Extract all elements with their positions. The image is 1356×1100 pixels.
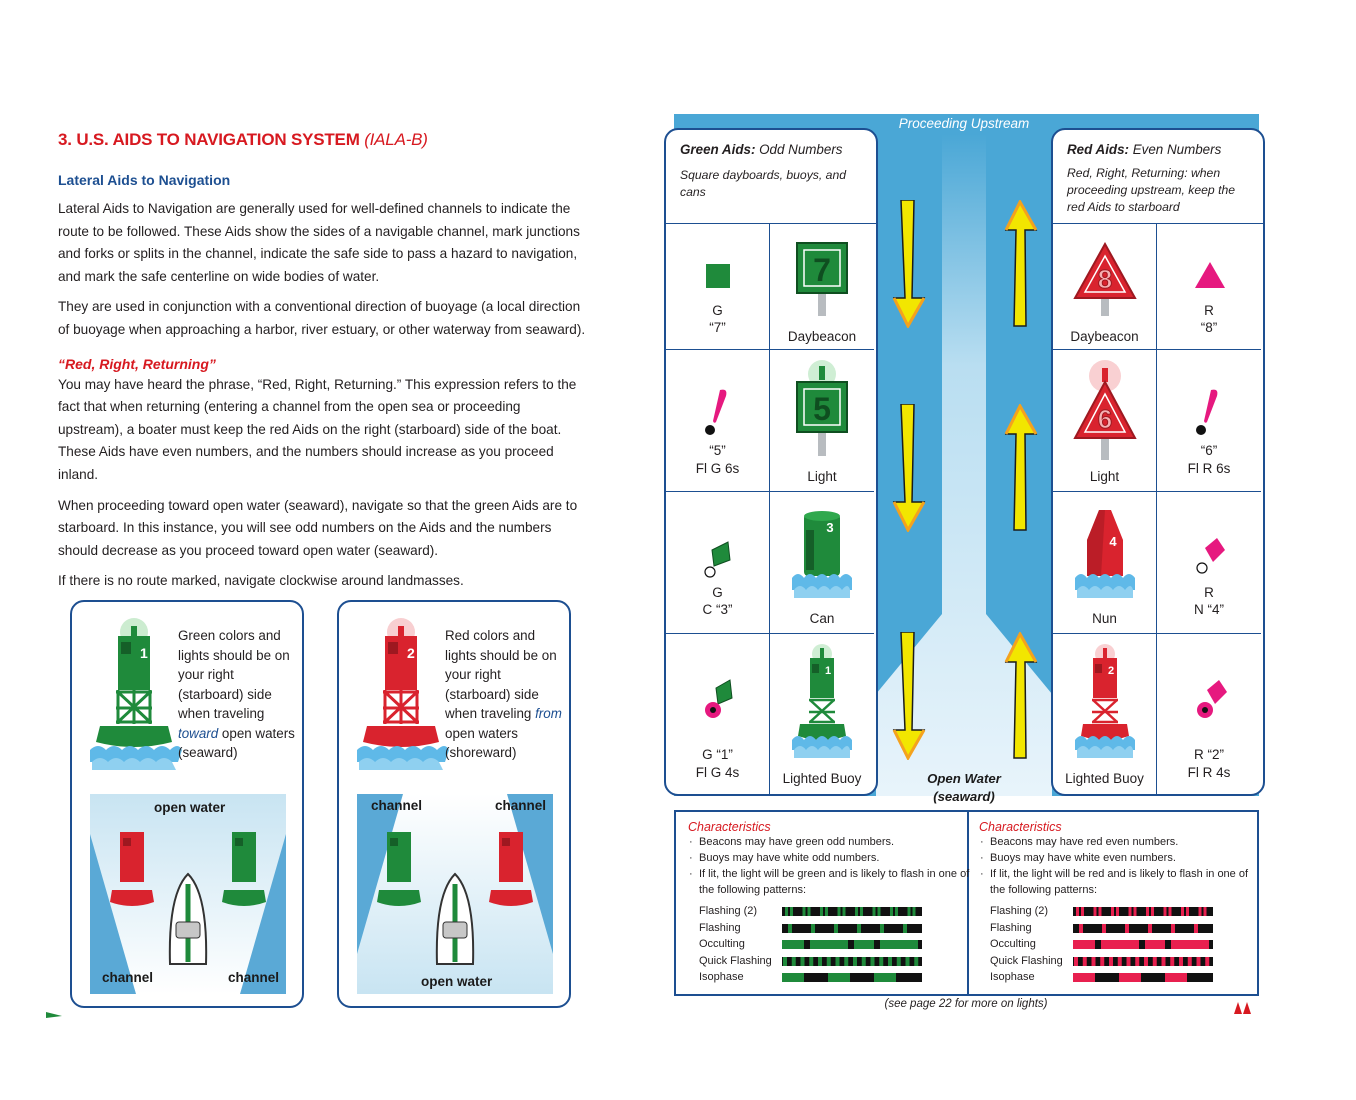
- red-buoy-number: 2: [407, 645, 415, 661]
- paragraph-5: If there is no route marked, navigate clockwise around landmasses.: [58, 573, 464, 589]
- upstream-banner-text: Proceeding Upstream: [898, 116, 1030, 131]
- pattern-light-phase: [853, 957, 857, 966]
- scene-label-channel-left: channel: [102, 970, 154, 985]
- red-nun-cell: [1053, 492, 1157, 634]
- green-aids-header: [666, 130, 876, 224]
- pattern-dark-phase: [782, 924, 922, 933]
- green-aids-title: Green Aids:: [680, 142, 756, 157]
- pattern-name: Flashing: [699, 921, 741, 934]
- pattern-light-phase: [862, 957, 866, 966]
- green-light-number: 5: [813, 391, 831, 427]
- chart-label-line2: “8”: [1200, 320, 1218, 335]
- open-water-label: [894, 770, 1034, 806]
- occulting-pattern-bar: [782, 940, 922, 949]
- up-arrow-icon: [1004, 200, 1038, 328]
- chart-label-line2: C “3”: [702, 602, 733, 617]
- red-lighted-buoy-cell: [1053, 634, 1157, 796]
- paragraph-2: They are used in conjunction with a conventional direction of buoyage (a local direction of buoyage when approaching a harbor, river estuary, or other waterway from seaward).: [58, 299, 586, 337]
- chart-label-line1: R “2”: [1194, 747, 1224, 762]
- chart-label-line1: “5”: [709, 443, 726, 458]
- open-water-label-1: Open Water: [927, 771, 1001, 786]
- pattern-name: Quick Flashing: [990, 954, 1063, 967]
- red-light-beacon-icon: [1073, 360, 1137, 460]
- pattern-name: Isophase: [990, 971, 1035, 983]
- pattern-light-phase: [843, 907, 846, 916]
- pattern-light-phase: [782, 973, 804, 982]
- pattern-light-phase: [808, 907, 811, 916]
- pattern-light-phase: [790, 907, 793, 916]
- chart-label-line1: “6”: [1200, 443, 1218, 458]
- green-light-patterns: [688, 904, 970, 987]
- pattern-name: Isophase: [699, 971, 744, 983]
- pattern-name: Flashing (2): [699, 905, 758, 917]
- green-chart-symbol-light: [666, 350, 770, 492]
- characteristic-bullet: · If lit, the light will be green and is likely to flash in one of the following patterns:: [688, 866, 970, 898]
- pattern-name: Flashing: [990, 921, 1032, 934]
- pattern-light-phase: [838, 907, 841, 916]
- chart-label-line2: N “4”: [1194, 602, 1224, 617]
- chart-label-line1: R: [1204, 585, 1214, 600]
- red-aids-title-rest: Even Numbers: [1129, 142, 1222, 157]
- pattern-light-phase: [792, 957, 796, 966]
- red-chart-symbol-nun: [1157, 492, 1261, 634]
- flashing-pattern-bar: [782, 924, 922, 933]
- green-daybeacon-number: 7: [813, 252, 831, 288]
- pattern-light-phase: [1162, 957, 1166, 966]
- green-chart-symbol-daybeacon: [666, 224, 770, 350]
- pattern-row: [688, 921, 970, 938]
- pattern-light-phase: [888, 957, 892, 966]
- pattern-row: [688, 970, 970, 987]
- paragraph-4: When proceeding toward open water (seaward), navigate so that the green Aids are to starboard. In this instance, you will see odd numbers on the Aids and the numbers should decrease as you proceed toward open water (seaward).: [58, 497, 578, 558]
- up-arrow-icon: [1004, 632, 1038, 760]
- green-can-symbol-icon: [704, 540, 734, 582]
- page-corner-mark-icon: [1234, 1002, 1252, 1014]
- chart-label-line1: R: [1204, 303, 1214, 318]
- pattern-light-phase: [1165, 973, 1187, 982]
- green-channel-scene: [90, 794, 286, 994]
- red-chart-symbol-lighted-buoy: [1157, 634, 1261, 796]
- pattern-light-phase: [1146, 907, 1149, 916]
- red-daybeacon-number: 8: [1097, 264, 1113, 294]
- green-aids-panel: [664, 128, 878, 796]
- pattern-row: [688, 954, 970, 971]
- aid-name-label: Lighted Buoy: [782, 771, 862, 786]
- scene-label-channel-right: channel: [228, 970, 280, 985]
- pattern-name: Quick Flashing: [699, 954, 772, 967]
- pattern-light-phase: [1135, 957, 1139, 966]
- red-card-text: [445, 626, 569, 763]
- paragraph-3: You may have heard the phrase, “Red, Right, Returning.” This expression refers to the fact that when returning (entering a channel from the open sea or proceeding upstream), a boater must keep the red Aids on the right (starboard) side of the boat. These Aids have even numbers, and the numbers should increase as you proceed inland.: [58, 376, 577, 482]
- pattern-light-phase: [1170, 957, 1174, 966]
- aid-name-label: Light: [1089, 469, 1120, 484]
- green-daybeacon-cell: [770, 224, 874, 350]
- green-light-flare-symbol-icon: [704, 388, 730, 438]
- pattern-light-phase: [820, 907, 823, 916]
- red-characteristics: [979, 820, 1261, 987]
- green-characteristics: [688, 820, 970, 987]
- pattern-row: [979, 904, 1261, 921]
- pattern-light-phase: [1116, 907, 1119, 916]
- section-number: 3.: [58, 130, 72, 149]
- pattern-light-phase: [1134, 907, 1137, 916]
- chart-label-line1: G: [712, 585, 723, 600]
- red-card-text-b: open waters (shoreward): [445, 725, 518, 760]
- red-lighted-buoy-icon: [353, 612, 449, 782]
- section-title-text: U.S. AIDS TO NAVIGATION SYSTEM: [76, 130, 360, 149]
- pattern-light-phase: [1074, 957, 1078, 966]
- scene-label-channel-right: channel: [495, 798, 547, 813]
- pattern-light-phase: [871, 957, 875, 966]
- pattern-light-phase: [1102, 924, 1106, 933]
- green-lighted-buoy-number: 1: [824, 665, 832, 677]
- red-nun-buoy-icon: [1075, 506, 1135, 604]
- pattern-light-phase: [855, 907, 858, 916]
- pattern-light-phase: [818, 957, 822, 966]
- scene-label-channel-left: channel: [371, 798, 423, 813]
- pattern-light-phase: [1151, 907, 1154, 916]
- red-lighted-buoy-icon: [1075, 642, 1135, 764]
- green-light-beacon-icon: [794, 360, 850, 456]
- chart-label-line2: Fl G 4s: [695, 765, 740, 780]
- red-nun-number: 4: [1109, 534, 1117, 549]
- pattern-light-phase: [1073, 973, 1095, 982]
- quick-flashing-pattern-bar: [1073, 957, 1213, 966]
- pattern-light-phase: [825, 907, 828, 916]
- pattern-light-phase: [844, 957, 848, 966]
- pattern-light-phase: [1081, 907, 1084, 916]
- pattern-light-phase: [782, 940, 804, 949]
- green-aids-title-rest: Odd Numbers: [755, 142, 843, 157]
- pattern-light-phase: [1109, 957, 1113, 966]
- pattern-light-phase: [1119, 973, 1141, 982]
- green-buoy-number: 1: [140, 645, 148, 661]
- occulting-pattern-bar: [1073, 940, 1213, 949]
- pattern-light-phase: [1171, 924, 1175, 933]
- green-buoy-card: [70, 600, 304, 1008]
- aid-name-label: Nun: [1092, 611, 1117, 626]
- green-can-buoy-icon: [792, 508, 852, 604]
- green-aids-subtitle: Square dayboards, buoys, and cans: [680, 168, 847, 199]
- pattern-light-phase: [803, 907, 806, 916]
- chart-label-line2: “7”: [709, 320, 726, 335]
- pattern-name: Occulting: [699, 938, 745, 950]
- flashing-2-pattern-bar: [1073, 907, 1213, 916]
- red-aids-subtitle: Red, Right, Returning: when proceeding upstream, keep the red Aids to starboard: [1067, 166, 1236, 214]
- pattern-row: [979, 954, 1261, 971]
- characteristic-bullet: · Buoys may have white odd numbers.: [688, 850, 970, 866]
- green-daybeacon-icon: [796, 242, 848, 316]
- characteristics-title: Characteristics: [688, 820, 771, 834]
- green-chart-symbol-lighted-buoy: [666, 634, 770, 796]
- pattern-light-phase: [1127, 957, 1131, 966]
- characteristic-bullet: · Beacons may have green odd numbers.: [688, 834, 970, 850]
- pattern-light-phase: [1099, 907, 1102, 916]
- isophase-pattern-bar: [1073, 973, 1213, 982]
- chart-label-line2: Fl R 6s: [1187, 461, 1231, 476]
- pattern-light-phase: [880, 940, 918, 949]
- chart-label-line1: G: [712, 303, 723, 318]
- left-page: [58, 130, 588, 593]
- red-aids-header: [1053, 130, 1263, 224]
- pattern-light-phase: [827, 957, 831, 966]
- characteristics-box: [674, 810, 1259, 996]
- green-light-cell: [770, 350, 874, 492]
- pattern-light-phase: [1145, 940, 1165, 949]
- pattern-row: [979, 921, 1261, 938]
- section-title: [58, 130, 588, 150]
- pattern-light-phase: [880, 924, 884, 933]
- pattern-light-phase: [1144, 957, 1148, 966]
- pattern-light-phase: [897, 957, 901, 966]
- rrr-heading: “Red, Right, Returning”: [58, 355, 216, 372]
- scene-label-open-water: open water: [421, 974, 493, 989]
- aid-name-label: Daybeacon: [787, 329, 857, 344]
- pattern-light-phase: [810, 940, 848, 949]
- pattern-light-phase: [834, 924, 838, 933]
- characteristic-bullet: · Beacons may have red even numbers.: [979, 834, 1261, 850]
- green-chart-symbol-can: [666, 492, 770, 634]
- pattern-light-phase: [857, 924, 861, 933]
- chart-label-line2: Fl G 6s: [695, 461, 740, 476]
- isophase-pattern-bar: [782, 973, 922, 982]
- chart-label-line1: G “1”: [702, 747, 733, 762]
- pattern-light-phase: [1094, 907, 1097, 916]
- red-light-cell: [1053, 350, 1157, 492]
- pattern-light-phase: [890, 907, 893, 916]
- green-card-text: [178, 626, 302, 763]
- down-arrow-icon: [892, 200, 926, 328]
- pattern-light-phase: [801, 957, 805, 966]
- red-triangle-symbol-icon: [1195, 262, 1225, 288]
- red-buoy-card: [337, 600, 571, 1008]
- pattern-light-phase: [860, 907, 863, 916]
- pattern-light-phase: [1092, 957, 1096, 966]
- red-lighted-buoy-number: 2: [1107, 665, 1115, 677]
- green-lighted-buoy-icon: [86, 612, 182, 782]
- red-lighted-buoy-symbol-icon: [1195, 678, 1229, 726]
- pattern-light-phase: [811, 924, 815, 933]
- aid-name-label: Daybeacon: [1070, 329, 1139, 344]
- pattern-light-phase: [1101, 940, 1139, 949]
- pattern-light-phase: [1148, 924, 1152, 933]
- footnote: (see page 22 for more on lights): [884, 998, 1048, 1010]
- pattern-light-phase: [1073, 940, 1095, 949]
- pattern-name: Occulting: [990, 938, 1036, 950]
- pattern-light-phase: [873, 907, 876, 916]
- red-light-number: 6: [1097, 404, 1113, 434]
- characteristic-bullet: · Buoys may have white even numbers.: [979, 850, 1261, 866]
- pattern-light-phase: [908, 907, 911, 916]
- pattern-row: [688, 937, 970, 954]
- pattern-light-phase: [1164, 907, 1167, 916]
- pattern-light-phase: [914, 957, 918, 966]
- pattern-light-phase: [785, 907, 788, 916]
- green-can-cell: [770, 492, 874, 634]
- paragraph-1: Lateral Aids to Navigation are generally used for well-defined channels to indicate the route to be followed. These Aids show the sides of a navigable channel, mark junctions and forks or splits in the channel, indicate the safe side to pass a hazard to navigation, and mark the safe centerline on wide bodies of water.: [58, 201, 580, 284]
- pattern-light-phase: [1076, 907, 1079, 916]
- red-aids-title: Red Aids:: [1067, 142, 1129, 157]
- pattern-row: [979, 937, 1261, 954]
- pattern-light-phase: [906, 957, 910, 966]
- pattern-light-phase: [1153, 957, 1157, 966]
- pattern-light-phase: [836, 957, 840, 966]
- red-card-text-a: Red colors and lights should be on your right (starboard) side when traveling: [445, 628, 557, 721]
- characteristic-bullet: · If lit, the light will be red and is likely to flash in one of the following patterns:: [979, 866, 1261, 898]
- pattern-light-phase: [1204, 907, 1207, 916]
- red-channel-scene: [357, 794, 553, 994]
- aid-name-label: Can: [809, 611, 835, 626]
- pattern-light-phase: [788, 924, 792, 933]
- pattern-light-phase: [783, 957, 787, 966]
- quick-flashing-pattern-bar: [782, 957, 922, 966]
- pattern-light-phase: [1118, 957, 1122, 966]
- pattern-light-phase: [854, 940, 874, 949]
- pattern-light-phase: [1083, 957, 1087, 966]
- red-chart-symbol-daybeacon: [1157, 224, 1261, 350]
- pattern-light-phase: [895, 907, 898, 916]
- open-water-label-2: (seaward): [933, 789, 995, 804]
- pattern-light-phase: [1197, 957, 1201, 966]
- subheading: Lateral Aids to Navigation: [58, 172, 231, 188]
- characteristics-title: Characteristics: [979, 820, 1062, 834]
- pattern-light-phase: [1129, 907, 1132, 916]
- chart-label-line2: Fl R 4s: [1187, 765, 1231, 780]
- green-lighted-buoy-symbol-icon: [704, 678, 736, 726]
- green-lighted-buoy-cell: [770, 634, 874, 796]
- red-daybeacon-icon: [1073, 242, 1137, 316]
- green-can-number: 3: [826, 520, 834, 535]
- red-daybeacon-cell: [1053, 224, 1157, 350]
- pattern-light-phase: [809, 957, 813, 966]
- green-square-symbol-icon: [706, 264, 730, 288]
- aid-name-label: Lighted Buoy: [1065, 771, 1144, 786]
- pattern-light-phase: [1205, 957, 1209, 966]
- red-chart-symbol-light: [1157, 350, 1261, 492]
- down-arrow-icon: [892, 404, 926, 532]
- down-arrow-icon: [892, 632, 926, 760]
- pattern-light-phase: [1199, 907, 1202, 916]
- page-corner-mark-icon: [46, 1012, 62, 1018]
- pattern-light-phase: [1179, 957, 1183, 966]
- pattern-light-phase: [878, 907, 881, 916]
- up-arrow-icon: [1004, 404, 1038, 532]
- green-card-text-b: open waters (seaward): [178, 725, 295, 760]
- section-title-suffix: (IALA-B): [364, 130, 428, 149]
- aid-name-label: Light: [807, 469, 837, 484]
- green-card-text-em: toward: [178, 725, 219, 741]
- right-page: [664, 114, 1266, 996]
- pattern-light-phase: [1186, 907, 1189, 916]
- pattern-row: [688, 904, 970, 921]
- pattern-light-phase: [828, 973, 850, 982]
- red-card-text-em: from: [535, 706, 562, 721]
- pattern-name: Flashing (2): [990, 905, 1049, 917]
- pattern-light-phase: [1100, 957, 1104, 966]
- pattern-row: [979, 970, 1261, 987]
- pattern-light-phase: [874, 973, 896, 982]
- pattern-light-phase: [1181, 907, 1184, 916]
- green-card-text-a: Green colors and lights should be on your right (starboard) side when traveling: [178, 628, 290, 721]
- red-light-patterns: [979, 904, 1261, 987]
- pattern-light-phase: [1079, 924, 1083, 933]
- pattern-light-phase: [1194, 924, 1198, 933]
- pattern-light-phase: [1111, 907, 1114, 916]
- red-aids-panel: [1051, 128, 1265, 796]
- flashing-2-pattern-bar: [782, 907, 922, 916]
- pattern-light-phase: [879, 957, 883, 966]
- red-nun-symbol-icon: [1195, 536, 1227, 578]
- pattern-light-phase: [1169, 907, 1172, 916]
- flashing-pattern-bar: [1073, 924, 1213, 933]
- pattern-light-phase: [913, 907, 916, 916]
- pattern-light-phase: [903, 924, 907, 933]
- pattern-light-phase: [1171, 940, 1209, 949]
- pattern-light-phase: [1188, 957, 1192, 966]
- green-lighted-buoy-icon: [792, 642, 852, 764]
- scene-label-open-water: open water: [154, 800, 226, 815]
- pattern-light-phase: [1125, 924, 1129, 933]
- red-light-flare-symbol-icon: [1195, 388, 1221, 438]
- pattern-dark-phase: [1073, 924, 1213, 933]
